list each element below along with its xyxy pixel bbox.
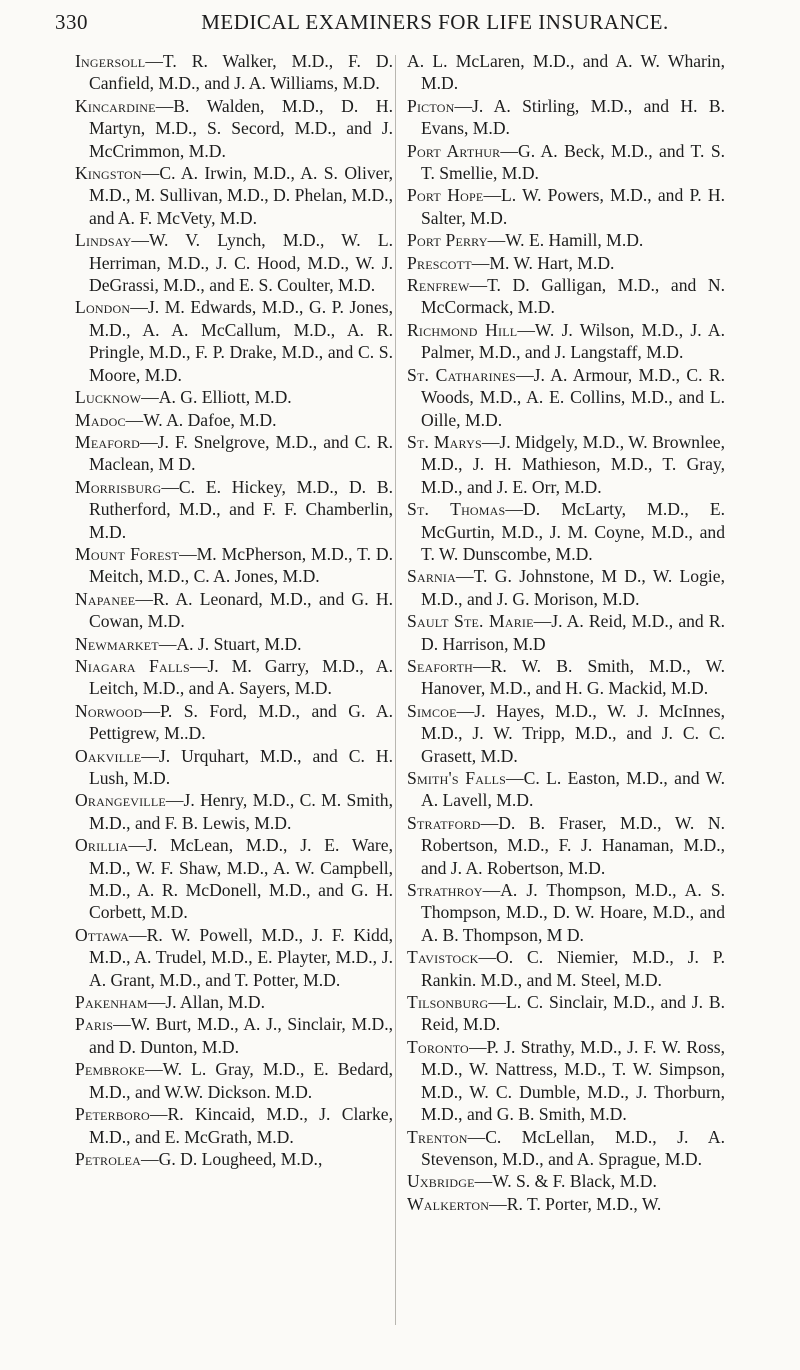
place-name: Richmond Hill <box>407 319 518 340</box>
examiner-names: W. V. Lynch, M.D., W. L. Herriman, M.D., J. C. Hood, M.D., W. J. DeGrassi, M.D., and E. S. Coulter, M.D. <box>89 230 393 296</box>
examiner-names: L. W. Powers, M.D., and P. H. Salter, M.D. <box>421 185 725 228</box>
dash-separator: — <box>488 992 507 1013</box>
examiner-entry <box>407 1036 725 1126</box>
place-name: Madoc <box>75 409 126 430</box>
examiner-entry <box>407 700 725 767</box>
examiner-entry <box>75 789 393 834</box>
dash-separator: — <box>456 700 475 721</box>
examiner-names: J. A. Reid, M.D., and R. D. Harrison, M.D <box>421 611 725 654</box>
dash-separator: — <box>165 790 184 811</box>
examiner-entry <box>75 588 393 633</box>
examiner-entry <box>75 633 393 655</box>
examiner-names: T. D. Galligan, M.D., and N. McCormack, M.D. <box>421 275 725 318</box>
examiner-names: W. J. Wilson, M.D., J. A. Palmer, M.D., and J. Langstaff, M.D. <box>421 319 726 363</box>
examiner-names: C. L. Easton, M.D., and W. A. Lavell, M.D. <box>421 768 726 811</box>
examiner-entry <box>407 655 725 700</box>
place-name: Port Arthur <box>407 140 501 161</box>
place-name: Walkerton <box>407 1193 490 1214</box>
examiner-names: T. G. Johnstone, M D., W. Logie, M.D., and J. G. Morison, M.D. <box>421 566 725 609</box>
dash-separator: — <box>179 543 197 564</box>
dash-separator: — <box>130 297 148 318</box>
examiner-entry <box>75 543 393 588</box>
examiner-entry <box>75 700 393 745</box>
examiner-entry <box>75 1058 393 1103</box>
place-name: Picton <box>407 95 455 116</box>
examiner-names: A. L. McLaren, M.D., and A. W. Wharin, M.D. <box>407 51 725 94</box>
examiner-names: G. A. Beck, M.D., and T. S. T. Smellie, M.D. <box>421 140 725 184</box>
dash-separator: — <box>140 431 158 452</box>
dash-separator: — <box>141 745 159 766</box>
place-name: Sault Ste. Marie <box>407 611 534 632</box>
examiner-names: W. Burt, M.D., A. J., Sinclair, M.D., and D. Dunton, M.D. <box>89 1014 393 1057</box>
examiner-entry <box>75 229 393 296</box>
examiner-names: J. F. Snelgrove, M.D., and C. R. Maclean, M D. <box>89 431 393 475</box>
examiner-names: J. M. Edwards, M.D., G. P. Jones, M.D., A. A. McCallum, M.D., A. R. Pringle, M.D., F. P. Drake, M.D., and C. S. Moore, M.D. <box>89 297 393 385</box>
examiner-entry <box>407 184 725 229</box>
place-name: Smith's Falls <box>407 768 507 788</box>
place-name: Port Hope <box>407 185 484 206</box>
place-name: St. Marys <box>407 431 482 452</box>
dash-separator: — <box>474 1171 493 1192</box>
examiner-names: T. R. Walker, M.D., F. D. Canfield, M.D., and J. A. Williams, M.D. <box>89 51 393 94</box>
dash-separator: — <box>128 924 147 945</box>
dash-separator: — <box>481 431 500 452</box>
place-name: Port Perry <box>407 230 488 251</box>
examiner-entry <box>407 812 725 879</box>
place-name: Lindsay <box>75 230 132 251</box>
place-name: Uxbridge <box>407 1171 475 1192</box>
examiner-names: A. J. Stuart, M.D. <box>176 633 302 654</box>
place-name: Norwood <box>75 700 143 721</box>
page-header <box>0 10 800 38</box>
examiner-entry <box>75 431 393 476</box>
place-name: Napanee <box>75 588 136 609</box>
examiner-entry <box>407 498 725 565</box>
dash-separator: — <box>506 768 524 788</box>
examiner-names: R. A. Leonard, M.D., and G. H. Cowan, M.D. <box>89 588 393 632</box>
examiner-entry <box>75 745 393 790</box>
examiner-entry <box>407 431 725 498</box>
place-name: Niagara Falls <box>75 655 190 676</box>
examiner-entry <box>407 767 725 812</box>
examiner-names: C. A. Irwin, M.D., A. S. Oliver, M.D., M. Sullivan, M.D., D. Phelan, M.D., and A. F. McVety, M.D. <box>89 163 393 228</box>
dash-separator: — <box>482 880 501 901</box>
dash-separator: — <box>455 566 474 587</box>
place-name: Oakville <box>75 745 142 766</box>
examiner-names: R. Kincaid, M.D., J. Clarke, M.D., and E. McGrath, M.D. <box>89 1104 393 1147</box>
examiner-entry <box>407 1170 725 1192</box>
place-name: Paris <box>75 1014 114 1035</box>
place-name: Prescott <box>407 252 472 273</box>
place-name: London <box>75 297 131 318</box>
examiner-entry <box>75 95 393 162</box>
dash-separator: — <box>145 51 163 71</box>
dash-separator: — <box>142 700 161 721</box>
examiner-entry <box>75 1013 393 1058</box>
examiner-entry <box>407 50 725 95</box>
examiner-names: J. M. Garry, M.D., A. Leitch, M.D., and A. Sayers, M.D. <box>89 655 394 699</box>
examiner-entry <box>407 946 725 991</box>
examiner-names: D. B. Fraser, M.D., W. N. Robertson, M.D., F. J. Hanaman, M.D., and J. A. Robertson, M.D. <box>421 812 725 878</box>
dash-separator: — <box>505 499 524 520</box>
examiner-names: L. C. Sinclair, M.D., and J. B. Reid, M.D. <box>421 992 725 1035</box>
dash-separator: — <box>131 230 149 251</box>
place-name: Trenton <box>407 1126 468 1147</box>
dash-separator: — <box>467 1126 486 1147</box>
place-name: Petrolea <box>75 1148 142 1169</box>
place-name: Morrisburg <box>75 476 162 497</box>
place-name: St. Catharines <box>407 364 517 385</box>
examiner-names: W. L. Gray, M.D., E. Bedard, M.D., and W.W. Dickson. M.D. <box>89 1059 393 1102</box>
dash-separator: — <box>141 163 160 184</box>
dash-separator: — <box>135 588 153 609</box>
dash-separator: — <box>469 275 488 296</box>
examiner-entry <box>75 1103 393 1148</box>
place-name: Pembroke <box>75 1059 146 1080</box>
examiner-entry <box>407 991 725 1036</box>
dash-separator: — <box>145 1059 163 1080</box>
examiner-entry <box>407 229 725 251</box>
place-name: Mount Forest <box>75 543 180 564</box>
examiner-entry <box>407 1193 725 1215</box>
examiner-names: J. Midgely, M.D., W. Brownlee, M.D., J. H. Mathieson, M.D., T. Gray, M.D., and J. E. Orr, M.D. <box>421 431 725 497</box>
examiner-entry <box>407 364 725 431</box>
dash-separator: — <box>517 319 535 340</box>
place-name: Kingston <box>75 163 142 184</box>
dash-separator: — <box>516 364 534 385</box>
dash-separator: — <box>489 1193 507 1214</box>
examiner-names: R. W. Powell, M.D., J. F. Kidd, M.D., A. Trudel, M.D., E. Playter, M.D., J. A. Grant, M.D., and T. Potter, M.D. <box>89 924 393 990</box>
examiner-names: M. W. Hart, M.D. <box>489 252 615 273</box>
place-name: Ottawa <box>75 924 129 945</box>
examiner-entry <box>407 274 725 319</box>
examiner-entry <box>75 834 393 924</box>
examiner-entry <box>75 476 393 543</box>
place-name: Renfrew <box>407 275 470 296</box>
examiner-entry <box>407 565 725 610</box>
examiner-entry <box>407 879 725 946</box>
examiner-entry <box>75 1148 393 1170</box>
examiner-names: J. A. Armour, M.D., C. R. Woods, M.D., A. E. Collins, M.D., and L. Oille, M.D. <box>421 364 725 430</box>
right-column <box>407 50 725 1215</box>
examiner-names: C. McLellan, M.D., J. A. Stevenson, M.D., and A. Sprague, M.D. <box>421 1126 725 1169</box>
left-column <box>75 50 393 1170</box>
place-name: Simcoe <box>407 700 457 721</box>
examiner-names: M. McPherson, M.D., T. D. Meitch, M.D., C. A. Jones, M.D. <box>89 543 393 587</box>
place-name: Ingersoll <box>75 51 146 71</box>
page-number: 330 <box>55 10 88 34</box>
examiner-names: R. T. Porter, M.D., W. <box>506 1193 662 1214</box>
dash-separator: — <box>478 947 497 968</box>
examiner-entry <box>407 610 725 655</box>
place-name: Orangeville <box>75 790 166 811</box>
examiner-names: W. A. Dafoe, M.D. <box>143 409 277 430</box>
place-name: Kincardine <box>75 95 156 116</box>
dash-separator: — <box>454 95 473 116</box>
examiner-names: J. Henry, M.D., C. M. Smith, M.D., and F. B. Lewis, M.D. <box>89 790 393 833</box>
column-divider <box>395 55 396 1325</box>
examiner-names: A. J. Thompson, M.D., A. S. Thompson, M.D., D. W. Hoare, M.D., and A. B. Thompson, M D. <box>421 880 725 945</box>
examiner-names: P. J. Strathy, M.D., J. F. W. Ross, M.D., W. Nattress, M.D., T. W. Simpson, M.D., W. C. Dumble, M.D., J. Thorburn, M.D., and G. B. Smith, M.D. <box>421 1036 725 1125</box>
dash-separator: — <box>141 1148 159 1169</box>
examiner-names: J. A. Stirling, M.D., and H. B. Evans, M.D. <box>421 95 725 139</box>
examiner-entry <box>75 409 393 431</box>
place-name: Newmarket <box>75 633 159 654</box>
dash-separator: — <box>473 655 491 676</box>
running-title: MEDICAL EXAMINERS FOR LIFE INSURANCE. <box>201 10 669 34</box>
examiner-entry <box>407 140 725 185</box>
examiner-entry <box>75 162 393 229</box>
examiner-names: J. McLean, M.D., J. E. Ware, M.D., W. F. Shaw, M.D., A. W. Campbell, M.D., A. R. McDonell, M.D., and G. H. Corbett, M.D. <box>89 835 393 923</box>
dash-separator: — <box>533 611 552 632</box>
dash-separator: — <box>125 409 144 430</box>
place-name: Orillia <box>75 835 129 856</box>
dash-separator: — <box>155 95 174 116</box>
examiner-entry <box>407 95 725 140</box>
examiner-entry <box>75 386 393 408</box>
dash-separator: — <box>471 252 490 273</box>
dash-separator: — <box>161 476 179 497</box>
place-name: St. Thomas <box>407 499 506 520</box>
place-name: Sarnia <box>407 566 456 587</box>
examiner-names: J. Hayes, M.D., W. J. McInnes, M.D., J. W. Tripp, M.D., and J. C. C. Grasett, M.D. <box>421 700 725 766</box>
dash-separator: — <box>158 633 177 654</box>
dash-separator: — <box>128 835 147 856</box>
dash-separator: — <box>480 812 499 833</box>
place-name: Pakenham <box>75 992 148 1013</box>
place-name: Toronto <box>407 1036 469 1057</box>
place-name: Seaforth <box>407 655 474 676</box>
dash-separator: — <box>149 1104 168 1125</box>
dash-separator: — <box>147 992 166 1013</box>
examiner-names: P. S. Ford, M.D., and G. A. Pettigrew, M..D. <box>89 700 393 744</box>
dash-separator: — <box>483 185 502 206</box>
examiner-names: J. Allan, M.D. <box>165 992 266 1013</box>
examiner-entry <box>75 296 393 386</box>
examiner-names: B. Walden, M.D., D. H. Martyn, M.D., S. Secord, M.D., and J. McCrimmon, M.D. <box>89 95 393 161</box>
examiner-entry <box>75 991 393 1013</box>
examiner-entry <box>75 924 393 991</box>
examiner-entry <box>407 1126 725 1171</box>
examiner-entry <box>75 50 393 95</box>
place-name: Stratford <box>407 812 481 833</box>
dash-separator: — <box>113 1014 131 1035</box>
place-name: Peterboro <box>75 1104 150 1125</box>
examiner-names: A. G. Elliott, M.D. <box>158 387 292 408</box>
place-name: Strathroy <box>407 880 483 901</box>
examiner-entry <box>75 655 393 700</box>
examiner-names: C. E. Hickey, M.D., D. B. Rutherford, M.D., and F. F. Chamberlin, M.D. <box>89 476 393 542</box>
place-name: Lucknow <box>75 387 142 408</box>
place-name: Tilsonburg <box>407 992 489 1013</box>
dash-separator: — <box>141 387 159 408</box>
examiner-names: W. E. Hamill, M.D. <box>505 230 644 251</box>
examiner-names: W. S. & F. Black, M.D. <box>492 1171 657 1192</box>
examiner-names: G. D. Lougheed, M.D., <box>158 1148 323 1169</box>
dash-separator: — <box>487 230 506 251</box>
examiner-names: D. McLarty, M.D., E. McGurtin, M.D., J. M. Coyne, M.D., and T. W. Dunscombe, M.D. <box>421 499 725 564</box>
examiner-names: J. Urquhart, M.D., and C. H. Lush, M.D. <box>89 745 393 788</box>
dash-separator: — <box>468 1036 487 1057</box>
place-name: Meaford <box>75 431 141 452</box>
examiner-entry <box>407 319 725 364</box>
dash-separator: — <box>500 140 518 161</box>
place-name: Tavistock <box>407 947 479 968</box>
examiner-names: R. W. B. Smith, M.D., W. Hanover, M.D., and H. G. Mackid, M.D. <box>421 655 725 699</box>
examiner-names: O. C. Niemier, M.D., J. P. Rankin. M.D., and M. Steel, M.D. <box>421 947 725 990</box>
examiner-entry <box>407 252 725 274</box>
dash-separator: — <box>189 655 208 676</box>
